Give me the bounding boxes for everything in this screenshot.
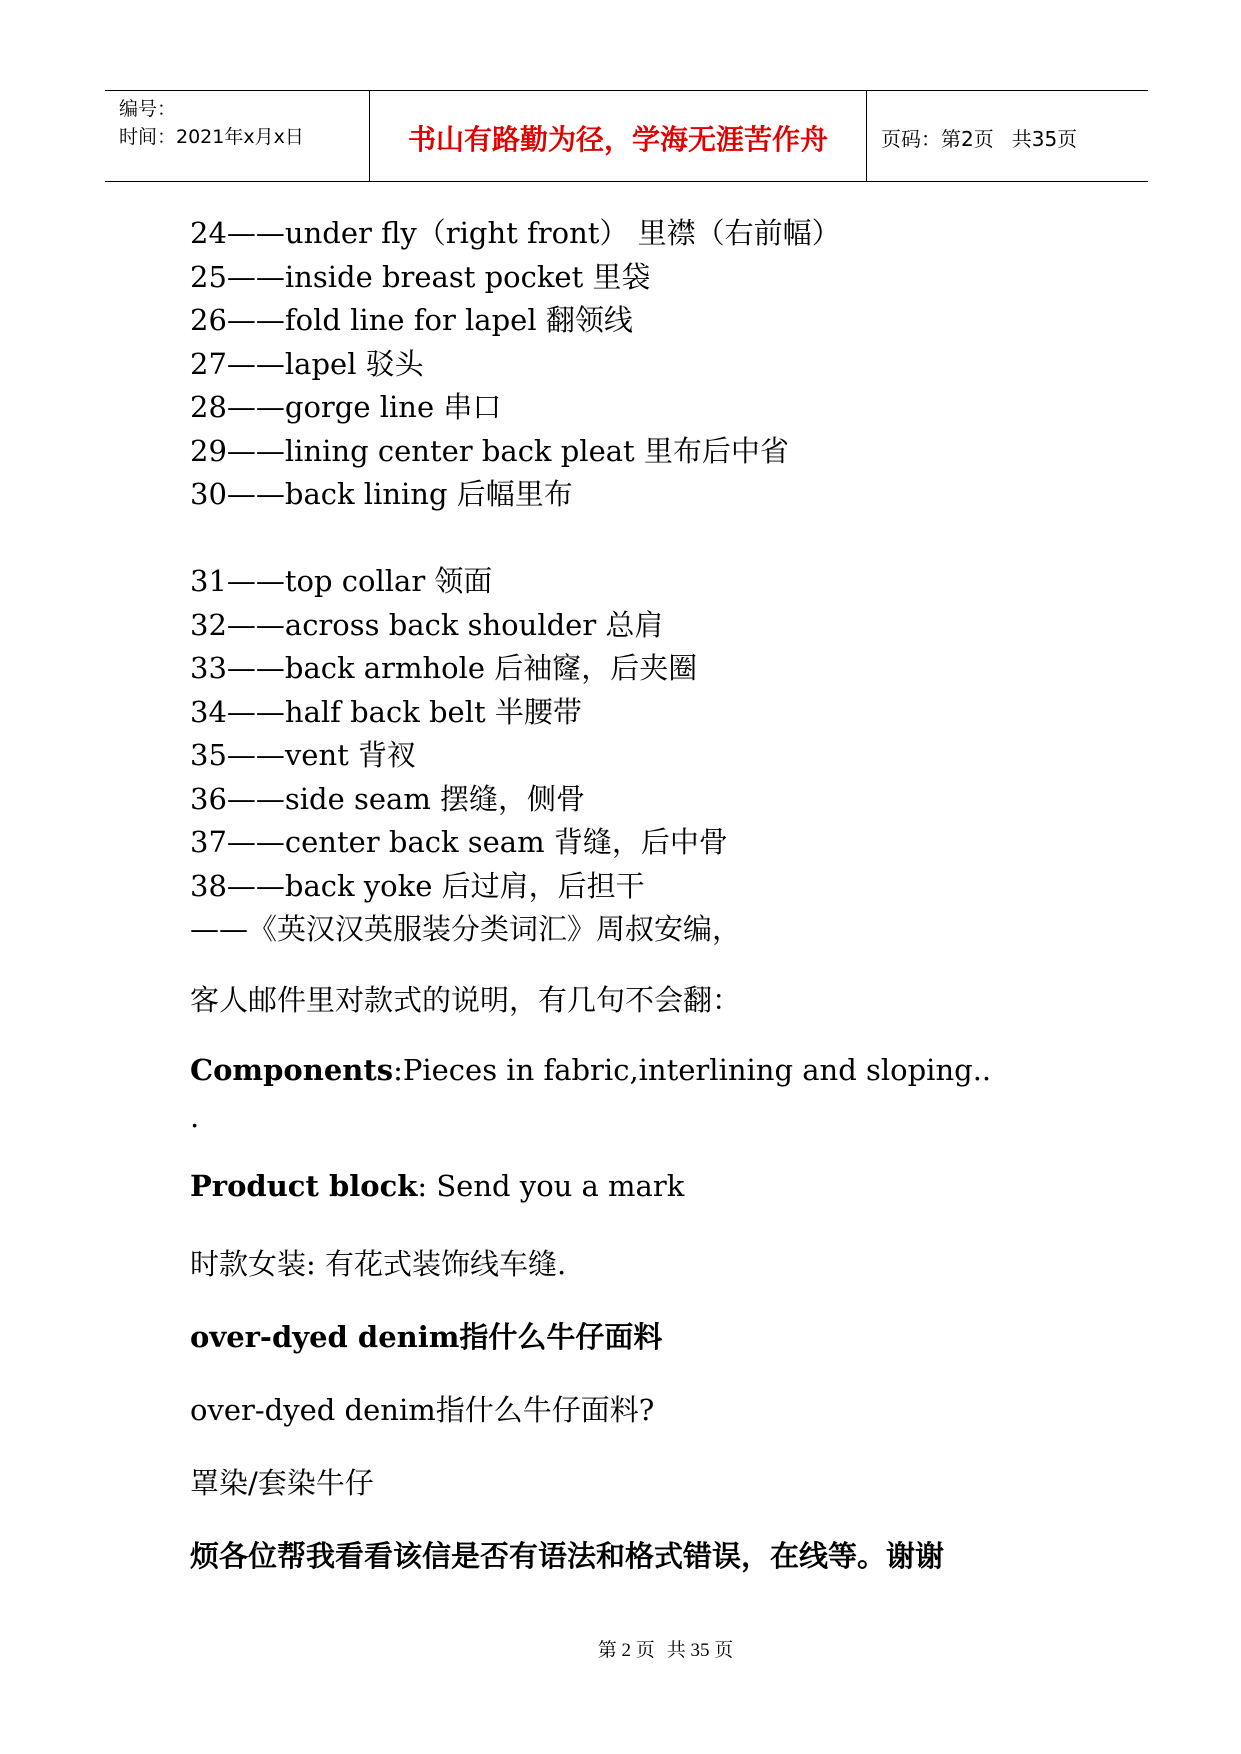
glossary-list xyxy=(190,212,1090,952)
glossary-item: 31——top collar 领面 xyxy=(190,564,493,598)
fashion-paragraph: 时款女装: 有花式装饰线车缝. xyxy=(190,1247,567,1281)
glossary-item: 28——gorge line 串口 xyxy=(190,390,502,424)
components-text: :Pieces in fabric,interlining and sloping.. xyxy=(393,1053,992,1087)
glossary-item: 38——back yoke 后过肩，后担干 xyxy=(190,868,645,903)
header-motto xyxy=(370,91,867,181)
components-paragraph xyxy=(190,1053,991,1087)
product-text: : Send you a mark xyxy=(417,1169,685,1203)
source-citation: ——《英汉汉英服装分类词汇》周叔安编， xyxy=(190,912,742,946)
time-label: 时间：2021年x月x日 xyxy=(119,126,304,148)
page-header xyxy=(105,90,1148,182)
denim-heading: over-dyed denim指什么牛仔面料 xyxy=(190,1320,663,1354)
motto-text: 书山有路勤为径，学海无涯苦作舟 xyxy=(407,123,828,156)
glossary-item: 30——back lining 后幅里布 xyxy=(190,477,573,511)
denim-answer: 罩染/套染牛仔 xyxy=(190,1466,374,1500)
product-paragraph xyxy=(190,1169,684,1203)
intro-paragraph: 客人邮件里对款式的说明，有几句不会翻： xyxy=(190,983,742,1017)
total-label: 共35页 xyxy=(1011,126,1078,151)
glossary-item: 34——half back belt 半腰带 xyxy=(190,694,582,729)
footer-total: 共 35 页 xyxy=(666,1640,734,1661)
footer-page: 第 2 页 xyxy=(597,1640,655,1661)
components-label: Components xyxy=(190,1053,394,1087)
glossary-item: 29——lining center back pleat 里布后中省 xyxy=(190,433,789,468)
denim-question: over-dyed denim指什么牛仔面料? xyxy=(190,1393,655,1427)
glossary-item: 35——vent 背衩 xyxy=(190,738,416,772)
glossary-item: 33——back armhole 后袖窿，后夹圈 xyxy=(190,651,698,685)
product-label: Product block xyxy=(190,1169,418,1203)
glossary-item: 36——side seam 摆缝，侧骨 xyxy=(190,781,586,816)
glossary-item: 24——under fly（right front） 里襟（右前幅） xyxy=(190,216,841,250)
number-label: 编号： xyxy=(119,98,177,120)
glossary-item: 37——center back seam 背缝，后中骨 xyxy=(190,825,728,859)
glossary-item: 25——inside breast pocket 里袋 xyxy=(190,259,651,294)
glossary-item: 26——fold line for lapel 翻领线 xyxy=(190,303,633,337)
page-label: 页码：第2页 xyxy=(881,126,994,151)
header-meta xyxy=(105,91,370,181)
glossary-item: 32——across back shoulder 总肩 xyxy=(190,607,664,642)
letter-heading: 烦各位帮我看看该信是否有语法和格式错误，在线等。谢谢 xyxy=(190,1539,945,1573)
page-footer xyxy=(0,1635,1241,1662)
components-continuation: . xyxy=(190,1100,200,1134)
glossary-item: 27——lapel 驳头 xyxy=(190,346,424,381)
header-page-info xyxy=(867,91,1148,181)
